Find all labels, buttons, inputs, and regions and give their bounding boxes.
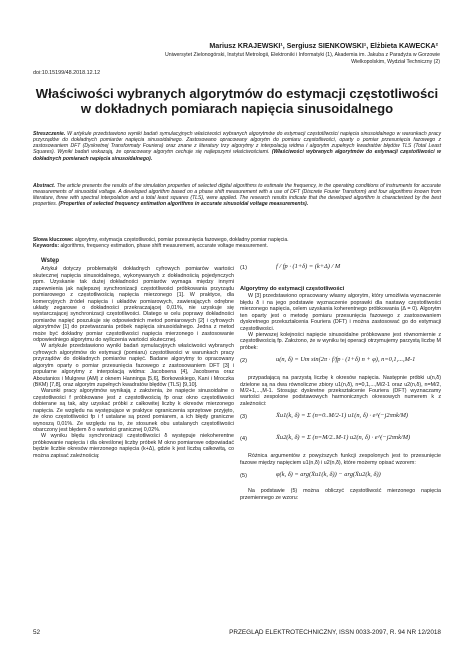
equation-body: X̄u1(k, δ) = Σ (n=0..M/2-1) u1(n, δ) · e^(−j2πnk/M) [276,412,409,420]
abstract-pl-label: Streszczenie. [33,131,66,137]
paragraph: Na podstawie (5) można obliczyć częstotliwość mierzonego napięcia przemiennego ze wzoru: [240,488,441,501]
keywords-en-text: algorithms, frequency estimation, phase shift measurement, accurate voltage measurement. [60,243,268,250]
abstract-en-text: The article presents the results of the simulation properties of selected digital algorithms to estimate the frequency, in the operating conditions of instruments for accurate measurements of sinusoidal voltage. A developed algorithm based on a phase shift measurement with a use of DFT (Discrete Fourier Transform) and four algorithms known from literature, three with spectral interpolation and a total least squares (TLS), were applied. The research results indicate that the developed algorithm is characterized by the best properties. [33,183,441,208]
keywords [33,237,441,250]
paragraph: Różnica argumentów z powyższych funkcji zespolonych jest to przesunięcie fazowe między napięciem u1(n,δ) i u2(n,δ), które możemy opisać wzorem: [240,453,441,466]
doi: doi:10.15199/48.2018.12.12 [33,70,101,76]
equation-number: (4) [240,436,248,443]
authors-line: Mariusz KRAJEWSKI¹, Sergiusz SIENKOWSKI¹, Elżbieta KAWECKA² [209,42,438,50]
abstract-pl-text: W artykule przedstawiono wyniki badań symulacyjnych właściwości wybranych algorytmów do estymacji częstotliwości napięcia sinusoidalnego w warunkach pracy przyrządów do dokładnych pomiarów napięcia sinusoidalnego. Zastosowano opracowany algorytm do pomiaru częstotliwości, oparty o pomiar przesunięcia fazowego z zastosowaniem DFT (Dyskretnej Transformaty Fouriera) oraz znane z literatury trzy algorytmy z interpolacją widma i algorytm zupełnych kwadratów błędów TLS (Total Least Squares). Wyniki badań wskazują, że opracowany algorytm cechuje się najlepszymi właściwościami. [33,131,441,156]
right-column [240,258,441,501]
paragraph: Artykuł dotyczy problematyki dokładnych cyfrowych pomiarów wartości skutecznej napięcia sinusoidalnego, wykonywanych z dokładnością pojedynczych ppm. Uzyskanie tak dużej dokładności pomiarów wymaga między innymi zapewnienia jak najlepszej synchronizacji częstotliwości próbkowania przyrządu pomiarowego z częstotliwością napięcia mierzonego [1]. W praktyce, dla komercyjnych źródeł napięcia i układów pomiarowych, zawierających odrębne układy zegarowe o dokładności przekraczającej 0,01%, nie uzyskuje się wystarczającej synchronizacji częstotliwości. Dlatego w celu poprawy dokładności pomiarów napięć poszukuje się odpowiednich metod pomiarowych [2] i cyfrowych algorytmów [1] do przetwarzania próbek napięcia sinusoidalnego. Jedna z metod może być dokładny pomiar częstotliwości napięcia mierzonego i zastosowanie odpowiedniego algorytmu do wyliczenia wartości skutecznej. [33,266,234,344]
equation-body: u(n, δ) = Um sin(2π · f/fp · (1+δ) n + φ), n=0,1,...,M-1 [276,356,416,364]
keywords-en-label: Keywords: [33,243,60,250]
affiliation-line-1: Uniwersytet Zielonogórski, Instytut Metrologii, Elektroniki i Informatyki (1), Akademia im. Jakuba z Paradyża w Gorzowie [164,52,440,58]
abstract-english [33,183,441,208]
abstract-en-label: Abstract. [33,183,56,189]
paragraph: Warunki pracy algorytmów wynikają z założenia, że napięcie sinusoidalne o częstotliwości f próbkowane jest z częstotliwością fp oraz okno częstotliwości dobierane są tak, aby uzyskać próbki z całkowitej liczby k okresów mierzonego napięcia. Ze względu na występujące w praktyce ograniczenia sprzętowe przyjęto, że okno częstotliwości fp i f ustalane są przed pomiarem, a ich błędy graniczne wynoszą 0,01%. Ze względu na to, że stosunek obu ustalanych częstotliwości obarczony jest błędem δ o wartości granicznej 0,02%. [33,388,234,433]
abstract-polish [33,131,441,162]
equation-number: (3) [240,414,248,421]
equation-number: (2) [240,358,248,365]
equation-3 [240,409,441,429]
title-line-1: Właściwości wybranych algorytmów do estymacji częstotliwości [35,86,439,101]
equation-4 [240,431,441,451]
equation-body: f / fp · (1+δ) = (k+Δ) / M [276,263,341,270]
keywords-en [33,243,441,249]
equation-body: φ(k, δ) = arg(X̄u1(k, δ)) − arg(X̄u2(k, δ)) [276,471,381,479]
paragraph: W artykule przedstawiono wyniki badań symulacyjnych właściwości wybranych cyfrowych algorytmów do estymacji (pomiaru) częstotliwości w warunkach pracy przyrządów do dokładnych pomiarów napięć. Badane algorytmy to opracowany algorytm oparty o pomiar przesunięcia fazowego z zastosowaniem DFT [3] i popularne algorytmy z interpolacją widma: Jacobsena [4], Jacobsena oraz Aboutanios i Mulgrew (AM) z oknem Hanninga [5,6], Borkowskiego, Kani i Mroczka (BKM) [7,8], oraz algorytm zupełnych kwadratów błędów (TLS) [9,10]. [33,343,234,389]
equation-2 [240,353,441,373]
title-line-2: w dokładnych pomiarach napięcia sinusoidalnego [80,101,394,116]
abstract-en-title: (Properties of selected frequency estimation algorithms in accurate sinusoidal voltage measurements). [58,201,309,208]
equation-number: (5) [240,473,248,480]
paper-title [28,86,446,116]
affiliation [32,52,440,66]
paragraph: W [3] przedstawiono opracowany własny algorytm, który umożliwia wyznaczenie błędu δ i na jego podstawie wyznaczenie poprawki dla nastawy częstotliwości mierzonego napięcia, celem uzyskania koherentnego próbkowania (Δ = 0). Algorytm ten oparty jest o metodę pomiaru przesunięcia fazowego z zastosowaniem dyskretnego przekształcenia Fouriera (DFT) i można zastosować go do estymacji częstotliwości. [240,293,441,332]
keywords-pl-label: Słowa kluczowe: [33,237,74,243]
paragraph: przypadającą na parzystą liczbę k okresów napięcia. Następnie próbki u(n,δ) dzielone są na dwa równoliczne zbiory u1(n,δ), n=0,1,...,M/2-1 oraz u2(n,δ), n=M/2, M/2+1,...,M-1. Stosując dyskretne przekształcenie Fouriera (DFT) wyznaczamy wartości zespolone podstawowych harmonicznych okresowych numerem k z zależności: [240,375,441,407]
left-column [33,258,234,459]
keywords-pl-text: algorytmy, estymacja częstotliwości, pomiar przesunięcia fazowego, dokładny pomiar napięcia. [74,237,289,243]
abstract-pl-title: (Właściwości wybranych algorytmów do estymacji częstotliwości w dokładnych pomiarach napięcia sinusoidalnego). [33,149,441,162]
equation-number: (1) [240,265,248,271]
equation-body: X̄u2(k, δ) = Σ (n=M/2..M-1) u2(n, δ) · e^(−j2πnk/M) [276,434,411,442]
paragraph: W pierwszej kolejności napięcie sinusoidalne próbkowane jest równomiernie z częstotliwością fp. Założono, że w wyniku tej operacji otrzymujemy parzystą liczbę M próbek: [240,331,441,351]
page-number: 52 [33,629,41,636]
equation-5 [240,468,441,486]
section-heading-intro: Wstęp [41,258,59,264]
equation-1 [240,260,441,280]
journal-name: PRZEGLĄD ELEKTROTECHNICZNY, ISSN 0033-2097, R. 94 NR 12/2018 [229,629,441,636]
paragraph: W wyniku błędu synchronizacji częstotliwości δ występuje niekoherentne próbkowanie napięcia i dla określonej liczby próbek M okno pomiarowe odpowiadać będzie liczbie okresów mierzonego napięcia (k+Δ), gdzie k jest liczbą całkowitą, co można zapisać zależnością: [33,433,234,459]
affiliation-line-2: Wielkopolskim, Wydział Techniczny (2) [351,59,440,65]
section-heading-algorithms: Algorytmy do estymacji częstotliwości [240,286,345,292]
